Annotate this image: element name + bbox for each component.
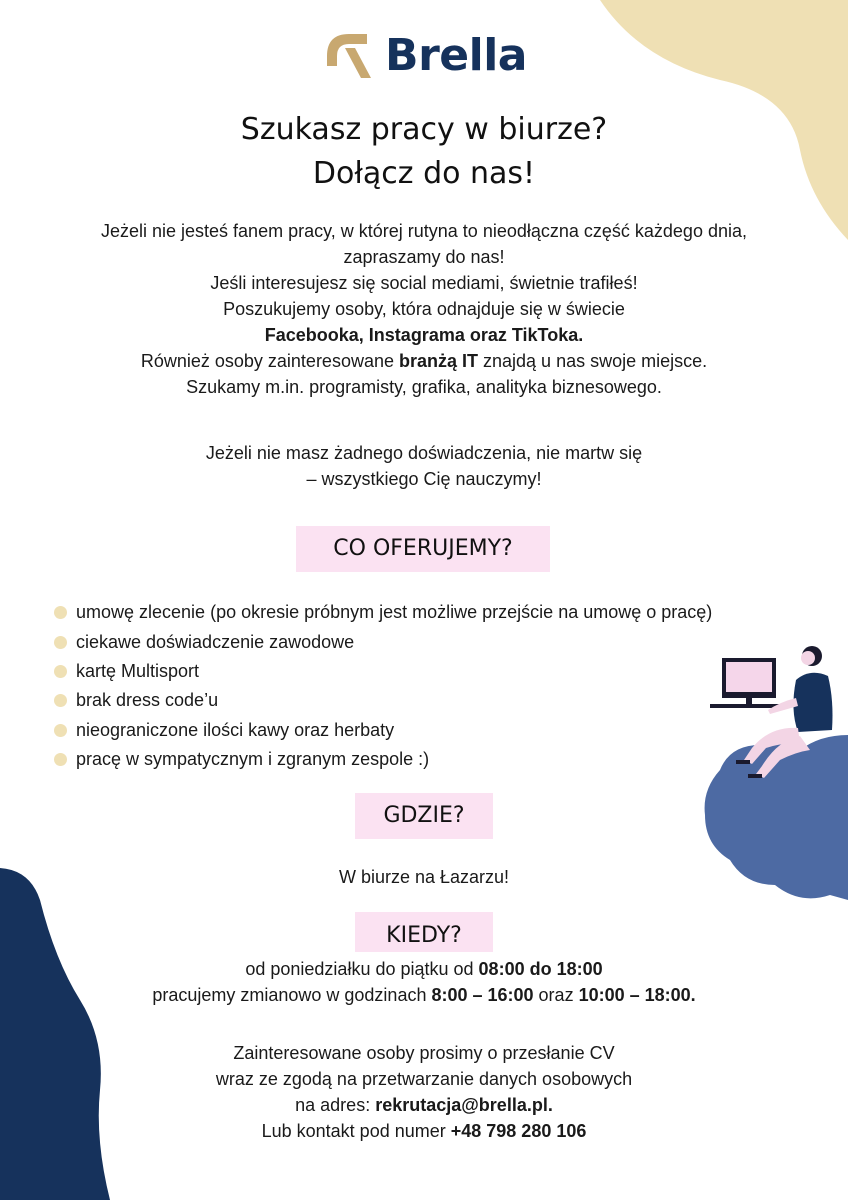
- list-item: [54, 627, 814, 656]
- contact-line: [30, 1092, 818, 1118]
- when-line: [30, 956, 818, 982]
- bullet-dot-icon: [54, 694, 67, 707]
- contact-text: Lub kontakt pod numer: [261, 1121, 451, 1141]
- brella-logo-mark-icon: [321, 28, 377, 84]
- contact-paragraph: [30, 1040, 818, 1144]
- when-text: oraz: [533, 985, 579, 1005]
- list-item: [54, 745, 814, 774]
- bullet-dot-icon: [54, 606, 67, 619]
- intro-line: Jeśli interesujesz się social mediami, świetnie trafiłeś!: [210, 273, 638, 293]
- bullet-dot-icon: [54, 753, 67, 766]
- list-item-text: ciekawe doświadczenie zawodowe: [76, 631, 355, 652]
- bottom-left-navy-shape: [0, 868, 110, 1200]
- list-item-text: umowę zlecenie (po okresie próbnym jest możliwe przejście na umowę o pracę): [76, 602, 713, 623]
- list-item-text: nieograniczone ilości kawy oraz herbaty: [76, 719, 395, 740]
- intro-line: zapraszamy do nas!: [343, 247, 505, 267]
- where-heading: GDZIE?: [355, 793, 493, 839]
- intro-line: Jeżeli nie jesteś fanem pracy, w której rutyna to nieodłączna część każdego dnia,: [100, 221, 747, 241]
- intro-line: Szukamy m.in. programisty, grafika, analityka biznesowego.: [186, 377, 662, 397]
- when-paragraph: [30, 956, 818, 1008]
- when-heading: KIEDY?: [355, 912, 493, 952]
- brand-name: Brella: [385, 30, 527, 81]
- contact-line: wraz ze zgodą na przetwarzanie danych osobowych: [215, 1069, 633, 1089]
- list-item-text: kartę Multisport: [76, 660, 200, 681]
- bullet-dot-icon: [54, 665, 67, 678]
- no-experience-line: Jeżeli nie masz żadnego doświadczenia, nie martw się: [205, 443, 643, 463]
- headline: [0, 108, 848, 196]
- list-item: [54, 686, 814, 715]
- list-item-text: brak dress code’u: [76, 690, 219, 711]
- contact-email: rekrutacja@brella.pl.: [375, 1095, 553, 1115]
- offer-list: [54, 598, 814, 774]
- contact-text: na adres:: [295, 1095, 376, 1115]
- intro-text: Również osoby zainteresowane: [140, 351, 399, 371]
- contact-line: [30, 1118, 818, 1144]
- where-text: W biurze na Łazarzu!: [338, 867, 510, 887]
- where-paragraph: [30, 864, 818, 890]
- when-text: pracujemy zmianowo w godzinach: [152, 985, 432, 1005]
- bullet-dot-icon: [54, 724, 67, 737]
- when-line: [30, 982, 818, 1008]
- contact-phone: +48 798 280 106: [450, 1121, 587, 1141]
- offer-heading: CO OFERUJEMY?: [296, 526, 550, 572]
- bullet-dot-icon: [54, 636, 67, 649]
- brand-logo: [0, 26, 848, 86]
- no-experience-paragraph: [30, 440, 818, 492]
- when-text: od poniedziałku do piątku od: [245, 959, 479, 979]
- shift-hours-2: 10:00 – 18:00.: [578, 985, 696, 1005]
- list-item: [54, 716, 814, 745]
- contact-line: Zainteresowane osoby prosimy o przesłanie CV: [233, 1043, 615, 1063]
- intro-line: [30, 348, 818, 374]
- list-item-text: pracę w sympatycznym i zgranym zespole :): [76, 749, 430, 770]
- list-item: [54, 598, 814, 627]
- intro-line-bold: [30, 322, 818, 348]
- office-hours: 08:00 do 18:00: [478, 959, 603, 979]
- social-platforms: Facebooka, Instagrama oraz TikToka.: [264, 325, 584, 345]
- no-experience-line: – wszystkiego Cię nauczymy!: [306, 469, 542, 489]
- headline-line-1: Szukasz pracy w biurze?: [240, 112, 608, 147]
- it-industry: branżą IT: [399, 351, 479, 371]
- headline-line-2: Dołącz do nas!: [312, 156, 536, 191]
- shift-hours-1: 8:00 – 16:00: [431, 985, 534, 1005]
- intro-paragraph: [30, 218, 818, 400]
- intro-text: znajdą u nas swoje miejsce.: [478, 351, 708, 371]
- intro-line: Poszukujemy osoby, która odnajduje się w świecie: [223, 299, 625, 319]
- list-item: [54, 657, 814, 686]
